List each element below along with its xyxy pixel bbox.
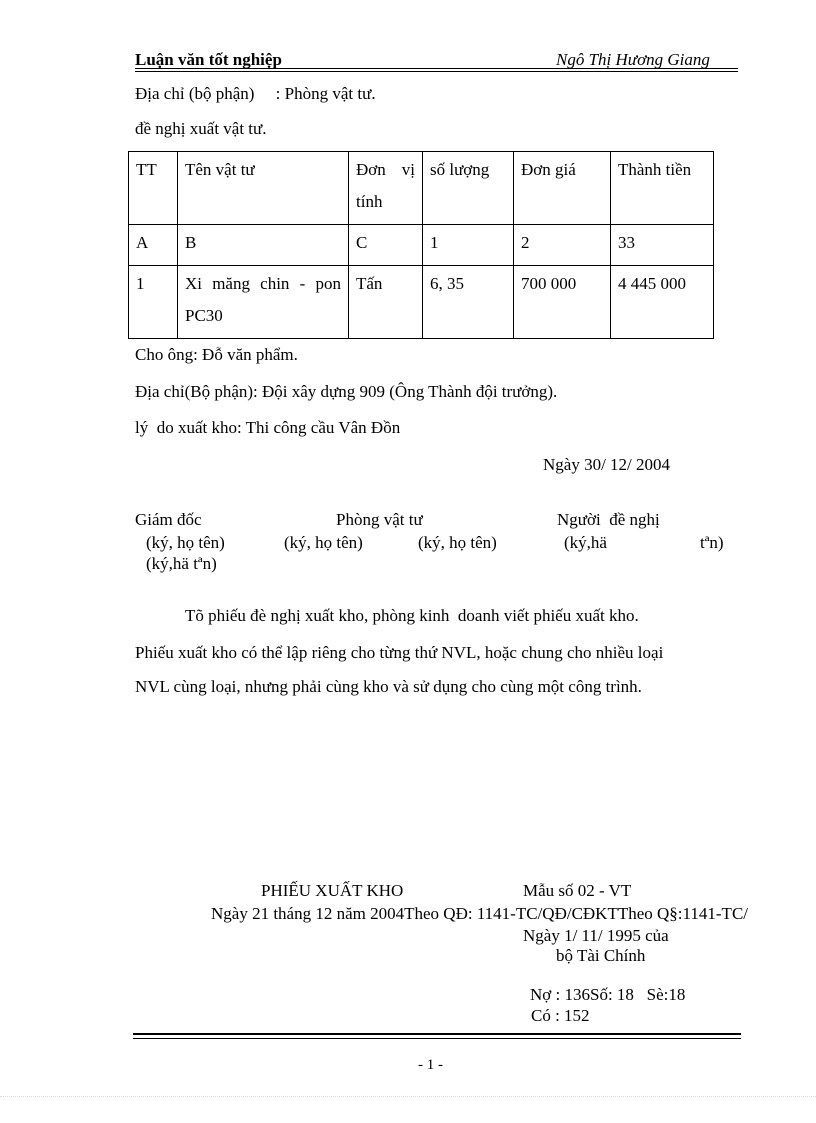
slip-date: Ngày 21 tháng 12 năm 2004Theo QĐ: 1141-TC/QĐ/CĐKTTheo Q§:1141-TC/ <box>211 904 749 923</box>
signature-director: Giám đốc <box>135 510 202 529</box>
slip-form-number: Mẫu số 02 - VT <box>523 881 632 900</box>
date-line: Ngày 30/ 12/ 2004 <box>543 455 671 474</box>
address-line: Địa chỉ (bộ phận) : Phòng vật tư. <box>135 84 376 103</box>
request-line: đề nghị xuất vật tư. <box>135 119 267 138</box>
header-rule-thin <box>135 71 738 72</box>
slip-title: PHIẾU XUẤT KHO <box>261 881 404 900</box>
signature-note: (ký, họ tên) <box>146 533 225 552</box>
footer-rule <box>133 1033 741 1035</box>
signature-requester: Người đề nghị <box>557 510 660 529</box>
table-cell: 700 000 <box>514 266 611 339</box>
header-cell-amount: Thành tiền <box>611 152 714 225</box>
materials-table <box>128 151 714 339</box>
document-header-author: Ngô Thị Hương Giang <box>556 50 710 69</box>
header-cell-unit-price: Đơn giá <box>514 152 611 225</box>
document-header-title: Luận văn tốt nghiệp <box>135 50 282 69</box>
signature-note-tail: tªn) <box>700 533 724 552</box>
table-cell: 2 <box>514 225 611 266</box>
slip-debit-line: Nợ : 136Số: 18 Sè:18 <box>530 985 686 1004</box>
table-cell: Xi măng chin - pon PC30 <box>178 266 349 339</box>
header-cell-unit: Đơn vị tính <box>349 152 423 225</box>
recipient-address-line: Địa chỉ(Bộ phận): Đội xây dựng 909 (Ông Thành đội trưởng). <box>135 382 558 401</box>
table-row <box>129 266 714 339</box>
table-row <box>129 225 714 266</box>
header-cell-quantity: số lượng <box>423 152 514 225</box>
table-cell: 33 <box>611 225 714 266</box>
signature-note: (ký, họ tên) <box>284 533 363 552</box>
footer-rule-thin <box>133 1038 741 1039</box>
table-cell: 6, 35 <box>423 266 514 339</box>
header-cell-tt: TT <box>129 152 178 225</box>
slip-decree-date: Ngày 1/ 11/ 1995 của <box>523 926 669 945</box>
recipient-line: Cho ông: Đỗ văn phẩm. <box>135 345 298 364</box>
table-cell: 1 <box>423 225 514 266</box>
table-header-row <box>129 152 714 225</box>
signature-note: (ký,hä <box>564 533 607 552</box>
issue-reason-line: lý do xuất kho: Thi công cầu Vân Đồn <box>135 418 401 437</box>
body-paragraph: NVL cùng loại, nhưng phải cùng kho và sử dụng cho cùng một công trình. <box>135 677 642 696</box>
body-paragraph: Tõ phiếu đè nghị xuất kho, phòng kinh doanh viết phiếu xuất kho. <box>185 606 639 625</box>
table-cell: Tấn <box>349 266 423 339</box>
body-paragraph: Phiếu xuất kho có thể lập riêng cho từng thứ NVL, hoặc chung cho nhiều loại <box>135 643 664 662</box>
signature-supply-dept: Phòng vật tư <box>336 510 423 529</box>
page-bottom-border <box>0 1096 816 1097</box>
table-cell: 4 445 000 <box>611 266 714 339</box>
header-rule <box>135 68 738 69</box>
table-cell: A <box>129 225 178 266</box>
signature-note: (ký, họ tên) <box>418 533 497 552</box>
header-cell-name: Tên vật tư <box>178 152 349 225</box>
slip-credit-line: Có : 152 <box>531 1006 590 1025</box>
slip-ministry: bộ Tài Chính <box>556 946 646 965</box>
table-cell: C <box>349 225 423 266</box>
table-cell: 1 <box>129 266 178 339</box>
table-cell: B <box>178 225 349 266</box>
page-number: - 1 - <box>418 1057 443 1073</box>
signature-note: (ký,hä tªn) <box>146 554 217 573</box>
